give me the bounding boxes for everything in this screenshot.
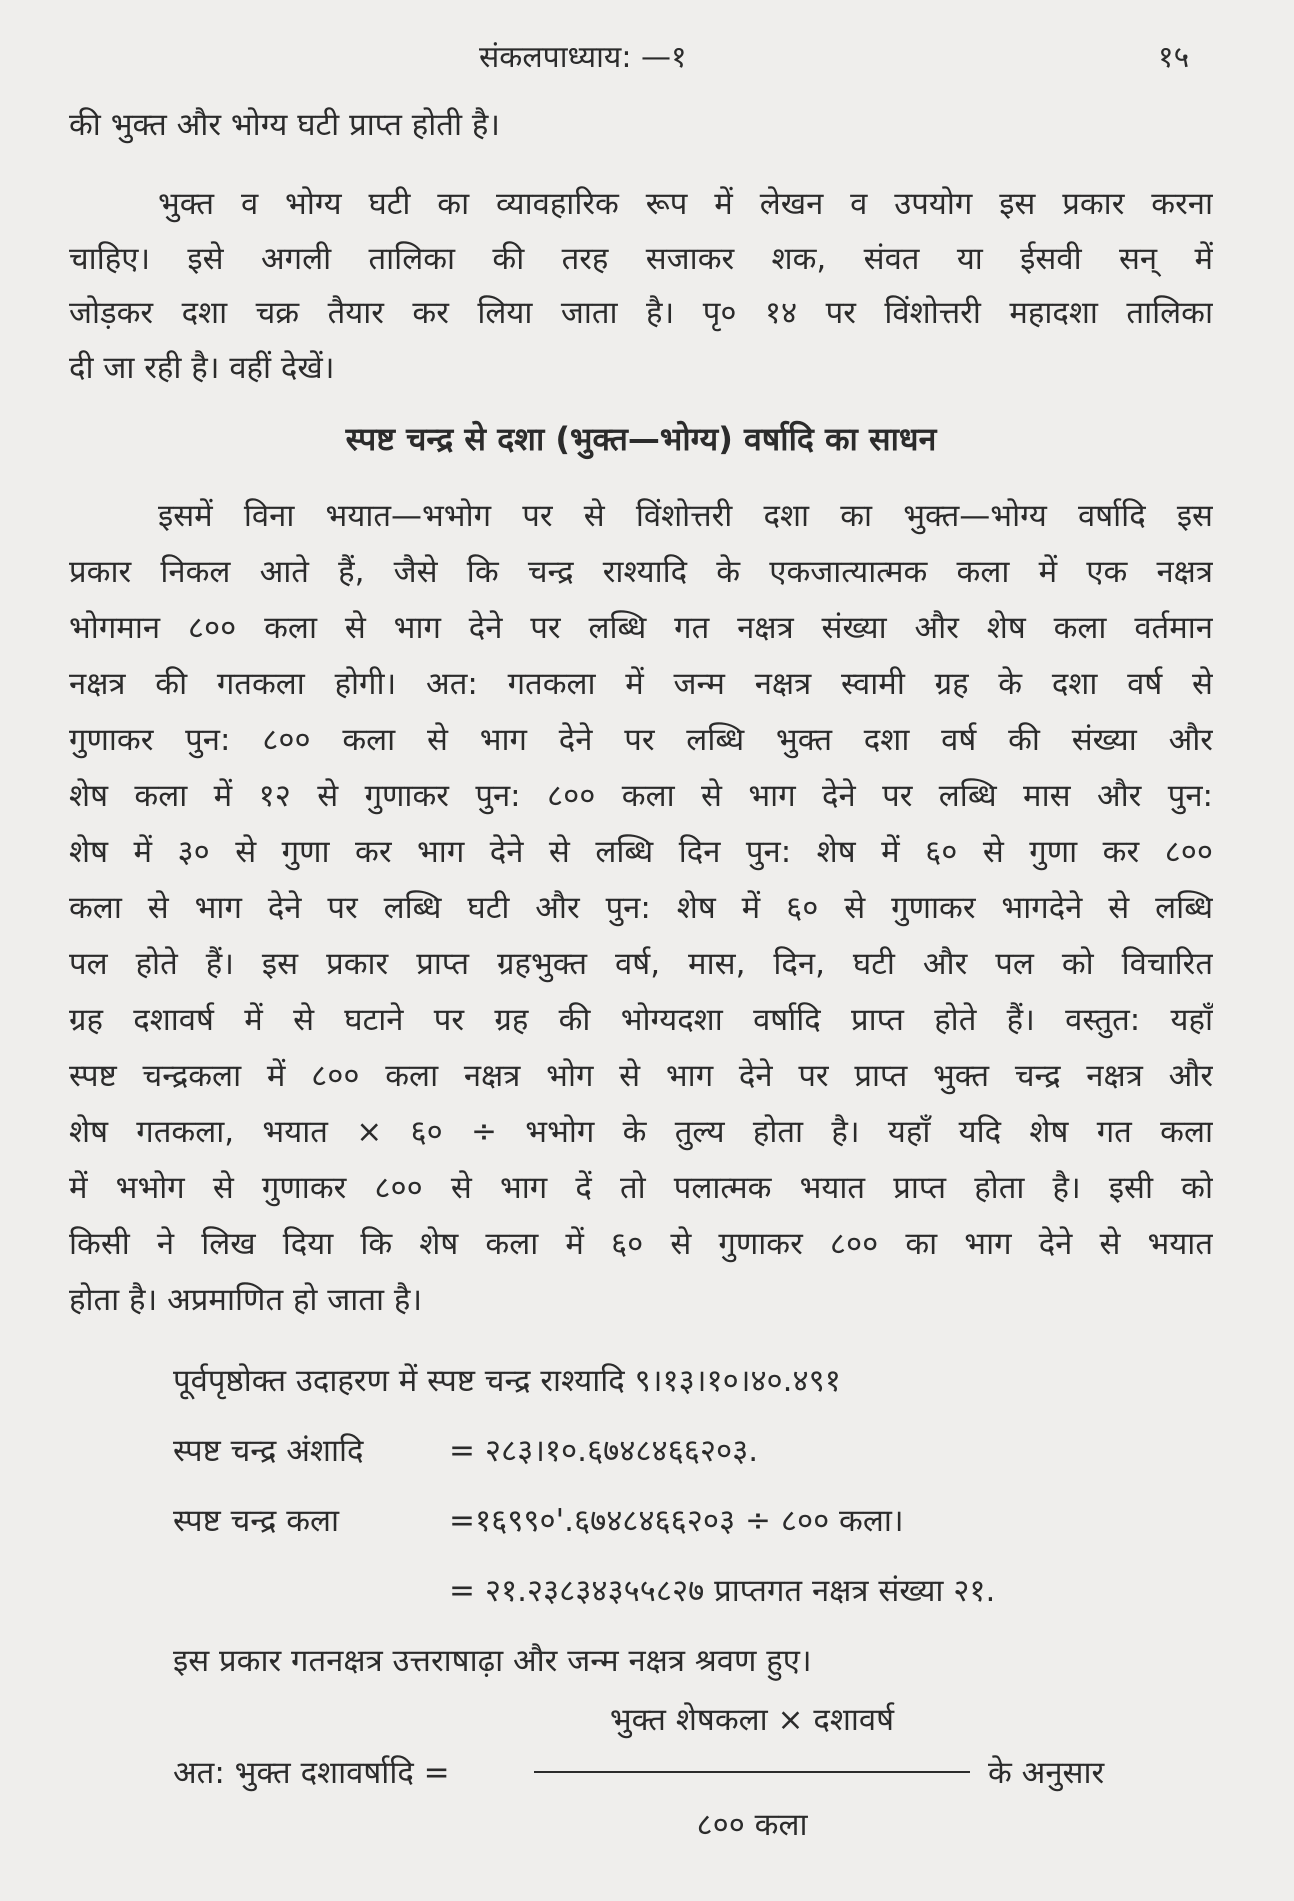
paragraph-line: स्पष्ट चन्द्रकला में ८०० कला नक्षत्र भोग से भाग देने पर प्राप्त भुक्त चन्द्र नक्षत्र और [69, 1058, 1213, 1094]
paragraph-line: प्रकार निकल आते हैं, जैसे कि चन्द्र राश्यादि के एकजात्यात्मक कला में एक नक्षत्र [69, 554, 1213, 590]
paragraph-line: जोड़कर दशा चक्र तैयार कर लिया जाता है। पृ० १४ पर विंशोत्तरी महादशा तालिका [69, 295, 1213, 331]
nakshatra-result: = २१.२३८३४३५५८२७ प्राप्तगत नक्षत्र संख्या २१. [449, 1573, 996, 1609]
paragraph-line: ग्रह दशावर्ष में से घटाने पर ग्रह की भोग्यदशा वर्षादि प्राप्त होते हैं। वस्तुत: यहाँ [69, 1002, 1213, 1038]
paragraph-line: भुक्त व भोग्य घटी का व्यावहारिक रूप में लेखन व उपयोग इस प्रकार करना [158, 186, 1213, 222]
worked-example [173, 1346, 1213, 1696]
paragraph-line: भोगमान ८०० कला से भाग देने पर लब्धि गत नक्षत्र संख्या और शेष कला वर्तमान [69, 610, 1213, 646]
formula-suffix: के अनुसार [988, 1755, 1105, 1791]
fraction-bar [534, 1771, 970, 1773]
paragraph-method [69, 488, 1213, 1328]
page-number: १५ [1158, 40, 1190, 75]
running-header-title: संकलपाध्याय: —१ [479, 40, 687, 75]
paragraph-line: नक्षत्र की गतकला होगी। अत: गतकला में जन्म नक्षत्र स्वामी ग्रह के दशा वर्ष से [69, 666, 1213, 702]
degrees-value: = २८३।१०.६७४८४६६२०३. [449, 1433, 759, 1469]
continuation-line: की भुक्त और भोग्य घटी प्राप्त होती है। [69, 107, 501, 143]
paragraph-line: कला से भाग देने पर लब्धि घटी और पुन: शेष में ६० से गुणाकर भागदेने से लब्धि [69, 890, 1213, 926]
paragraph-line: किसी ने लिख दिया कि शेष कला में ६० से गुणाकर ८०० का भाग देने से भयात [69, 1226, 1213, 1262]
formula-numerator: भुक्त शेषकला × दशावर्ष [609, 1702, 895, 1738]
paragraph-line: होता है। अप्रमाणित हो जाता है। [69, 1282, 423, 1318]
paragraph-line: चाहिए। इसे अगली तालिका की तरह सजाकर शक, संवत या ईसवी सन् में [69, 240, 1213, 277]
paragraph-line: इसमें विना भयात—भभोग पर से विंशोत्तरी दशा का भुक्त—भोग्य वर्षादि इस [158, 498, 1213, 534]
degrees-label: स्पष्ट चन्द्र अंशादि [173, 1433, 364, 1469]
section-heading: स्पष्ट चन्द्र से दशा (भुक्त—भोग्य) वर्षादि का साधन [345, 420, 937, 458]
paragraph-line: शेष गतकला, भयात × ६० ÷ भभोग के तुल्य होता है। यहाँ यदि शेष गत कला [69, 1114, 1213, 1150]
paragraph-line: शेष में ३० से गुणा कर भाग देने से लब्धि दिन पुन: शेष में ६० से गुणा कर ८०० [69, 834, 1213, 870]
formula-label: अत: भुक्त दशावर्षादि = [173, 1755, 450, 1791]
example-degrees-row [173, 1416, 1213, 1486]
example-intro: पूर्वपृष्ठोक्त उदाहरण में स्पष्ट चन्द्र राश्यादि ९।१३।१०।४०.४९१ [173, 1363, 841, 1399]
paragraph-line: पल होते हैं। इस प्रकार प्राप्त ग्रहभुक्त वर्ष, मास, दिन, घटी और पल को विचारित [69, 946, 1213, 982]
minutes-value: =१६९९०'.६७४८४६६२०३ ÷ ८०० कला। [449, 1503, 904, 1539]
minutes-label: स्पष्ट चन्द्र कला [173, 1503, 340, 1539]
example-conclusion: इस प्रकार गतनक्षत्र उत्तराषाढ़ा और जन्म नक्षत्र श्रवण हुए। [173, 1643, 812, 1679]
paragraph-line: दी जा रही है। वहीं देखें। [69, 349, 335, 386]
paragraph-line: में भभोग से गुणाकर ८०० से भाग दें तो पलात्मक भयात प्राप्त होता है। इसी को [69, 1170, 1213, 1206]
formula-denominator: ८०० कला [696, 1807, 808, 1843]
paragraph-line: गुणाकर पुन: ८०० कला से भाग देने पर लब्धि भुक्त दशा वर्ष की संख्या और [69, 722, 1213, 758]
paragraph-usage [69, 177, 1213, 395]
example-minutes-row [173, 1486, 1213, 1556]
paragraph-line: शेष कला में १२ से गुणाकर पुन: ८०० कला से भाग देने पर लब्धि मास और पुन: [69, 778, 1213, 814]
